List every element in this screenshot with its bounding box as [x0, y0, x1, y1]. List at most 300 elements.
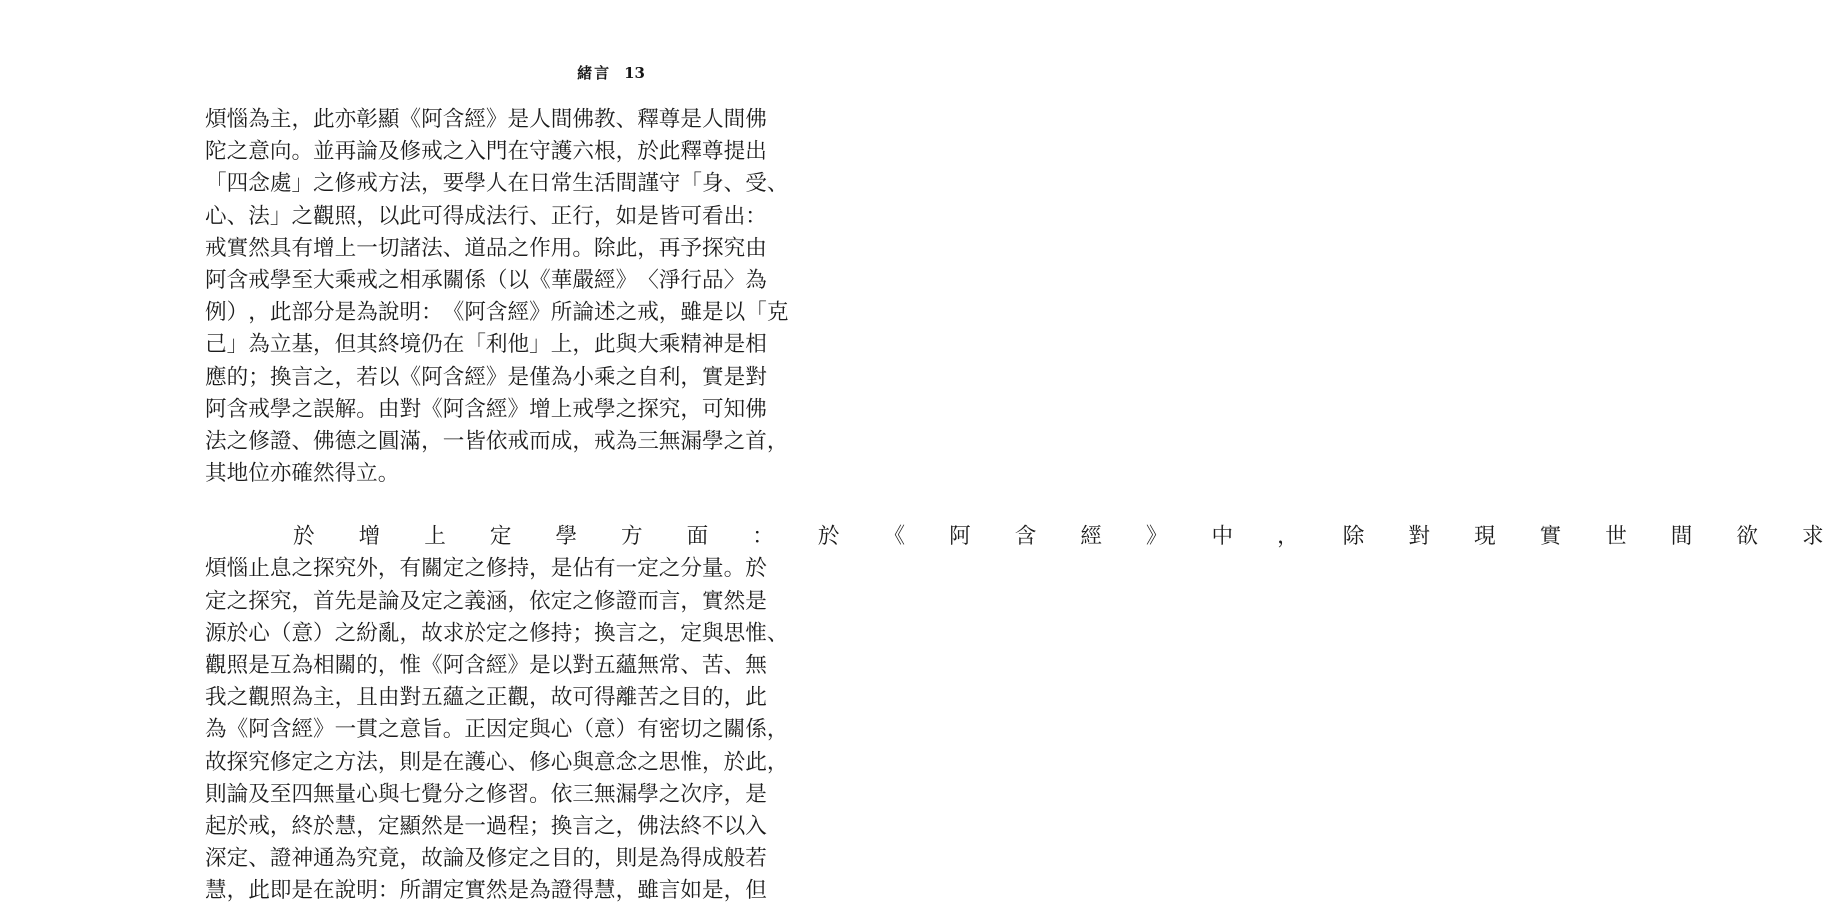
glyph: 究	[334, 556, 357, 582]
glyph: 且	[356, 685, 378, 711]
glyph: 如	[615, 203, 638, 229]
glyph: 故	[421, 620, 443, 646]
glyph: 神	[291, 846, 314, 872]
glyph: ，	[658, 620, 681, 646]
glyph: 無	[593, 781, 616, 807]
glyph: 於	[817, 524, 840, 550]
glyph: 與	[377, 781, 400, 807]
text-line	[205, 201, 767, 233]
glyph: 之	[356, 428, 378, 454]
glyph: 戒	[421, 139, 443, 165]
glyph: ，	[766, 749, 789, 775]
glyph: 「	[464, 332, 486, 358]
glyph: 對	[572, 653, 594, 678]
glyph: 《	[883, 524, 906, 550]
glyph: 之	[291, 556, 314, 582]
glyph: 之	[291, 396, 314, 422]
glyph: ，	[680, 588, 703, 614]
glyph: 明	[399, 300, 422, 326]
glyph: 常	[658, 653, 681, 678]
text-line	[205, 233, 767, 265]
glyph: 於	[637, 139, 659, 165]
glyph: 釋	[680, 139, 703, 165]
glyph: 關	[442, 267, 465, 293]
glyph: 之	[507, 620, 530, 646]
glyph: 照	[334, 203, 357, 229]
glyph: 仍	[421, 332, 443, 358]
running-header	[205, 62, 645, 83]
glyph: 求	[442, 620, 465, 646]
glyph: 日	[529, 171, 551, 197]
glyph: 然	[248, 235, 270, 261]
glyph: 己	[205, 332, 227, 358]
glyph: 之	[442, 139, 465, 165]
text-line	[205, 297, 789, 329]
glyph: 戒	[356, 267, 378, 293]
glyph: 是	[334, 300, 357, 326]
glyph: 中	[1211, 524, 1234, 550]
glyph: 相	[313, 653, 335, 678]
glyph: ，	[377, 749, 400, 775]
glyph: ，	[637, 235, 659, 261]
glyph: 竟	[377, 846, 400, 872]
glyph: 則	[615, 846, 638, 872]
glyph: 無	[658, 428, 681, 454]
glyph: 換	[593, 620, 616, 646]
glyph: 此	[399, 203, 422, 229]
glyph: 證	[269, 846, 292, 872]
glyph: 學	[555, 524, 578, 550]
text-line	[205, 553, 767, 585]
glyph: 行	[507, 203, 530, 229]
glyph: 經	[507, 300, 530, 326]
glyph: 探	[637, 396, 659, 422]
glyph: 說	[377, 300, 400, 326]
glyph: 、	[723, 653, 746, 678]
glyph: 彰	[356, 107, 378, 132]
glyph: 實	[1539, 524, 1562, 550]
glyph: 無	[313, 781, 335, 807]
glyph: 》	[529, 300, 551, 326]
glyph: 守	[658, 171, 681, 197]
glyph: 大	[637, 332, 659, 358]
glyph: 是	[442, 813, 465, 839]
glyph: 起	[205, 813, 227, 839]
text-line	[205, 779, 767, 811]
glyph: 〉	[723, 267, 746, 293]
glyph: 思	[723, 620, 746, 646]
glyph: 心	[205, 203, 227, 229]
glyph: 是	[291, 878, 314, 904]
glyph: 增	[529, 396, 551, 422]
glyph: 向	[269, 139, 292, 165]
glyph: 、	[529, 203, 551, 229]
glyph: 皆	[658, 203, 681, 229]
glyph: 《	[399, 107, 422, 132]
glyph: 「	[680, 171, 703, 197]
glyph: 對	[745, 364, 767, 390]
glyph: ，	[680, 364, 703, 390]
text-line	[205, 362, 767, 394]
glyph: 探	[702, 235, 724, 261]
glyph: ，	[421, 428, 443, 454]
glyph: 於	[723, 749, 746, 775]
glyph: 僅	[529, 364, 551, 390]
glyph: 作	[529, 235, 551, 261]
glyph: 但	[745, 878, 767, 904]
glyph: ，	[1277, 524, 1299, 550]
glyph: 有	[399, 556, 422, 582]
glyph: 觀	[205, 653, 227, 678]
glyph: ，	[356, 203, 378, 229]
glyph: ，	[529, 685, 551, 711]
glyph: 可	[680, 203, 703, 229]
glyph: ，	[723, 685, 746, 711]
glyph: 心	[550, 749, 573, 775]
glyph: 戒	[356, 171, 378, 197]
glyph: 經	[485, 396, 508, 422]
text-line	[205, 714, 789, 746]
glyph: 得	[593, 685, 616, 711]
glyph: 戒	[507, 428, 530, 454]
glyph: 首	[745, 428, 767, 454]
glyph: 終	[291, 813, 314, 839]
glyph: 《	[226, 717, 249, 743]
glyph: 的	[226, 364, 249, 390]
glyph: 阿	[248, 717, 270, 743]
glyph: 經	[593, 267, 616, 293]
glyph: 主	[269, 107, 292, 132]
glyph: 五	[421, 685, 443, 711]
glyph: 在	[313, 878, 335, 904]
glyph: 是	[723, 364, 746, 390]
glyph: 大	[313, 267, 335, 293]
glyph: 定	[489, 524, 512, 550]
glyph: 是	[745, 588, 767, 614]
text-line	[205, 650, 767, 682]
glyph: 圓	[377, 428, 400, 454]
glyph: 故	[550, 685, 573, 711]
glyph: 根	[593, 139, 616, 165]
glyph: 論	[572, 300, 594, 326]
glyph: ，	[421, 171, 443, 197]
glyph: 定	[680, 620, 703, 646]
glyph: 切	[680, 717, 703, 743]
glyph: 法	[356, 749, 378, 775]
glyph: 六	[572, 139, 594, 165]
glyph: 《	[399, 364, 422, 390]
glyph: 對	[399, 685, 422, 711]
glyph: 一	[356, 235, 378, 261]
glyph: 得	[680, 846, 703, 872]
glyph: 之	[658, 781, 681, 807]
glyph: 的	[572, 846, 594, 872]
glyph: 言	[658, 588, 681, 614]
glyph: 、	[226, 203, 249, 229]
glyph: 一	[442, 428, 465, 454]
text-line	[205, 426, 789, 458]
glyph: 及	[464, 846, 486, 872]
glyph: 學	[269, 396, 292, 422]
glyph: 究	[723, 235, 746, 261]
glyph: 經	[464, 364, 486, 390]
glyph: 至	[291, 267, 314, 293]
glyph: 定	[377, 813, 400, 839]
glyph: 精	[680, 332, 703, 358]
glyph: 若	[745, 846, 767, 872]
glyph: 佛	[745, 396, 767, 422]
glyph: 神	[702, 332, 724, 358]
glyph: 通	[313, 846, 335, 872]
glyph: 之	[464, 556, 486, 582]
glyph: 分	[680, 556, 703, 582]
glyph: 》	[485, 107, 508, 132]
glyph: 〈	[637, 267, 659, 293]
glyph: 於	[464, 620, 486, 646]
glyph: 法	[248, 203, 270, 229]
glyph: 雖	[637, 878, 659, 904]
glyph: 其	[356, 332, 378, 358]
text-line	[205, 843, 767, 875]
glyph: 蘊	[442, 685, 465, 711]
glyph: 之	[637, 620, 659, 646]
glyph: 切	[377, 235, 400, 261]
glyph: 旨	[421, 717, 443, 743]
text-line	[205, 168, 789, 200]
glyph: ，	[658, 300, 681, 326]
glyph: 含	[485, 300, 508, 326]
glyph: 》	[1145, 524, 1168, 550]
glyph: ；	[248, 364, 270, 390]
glyph: 是	[529, 653, 551, 678]
glyph: 求	[1802, 524, 1824, 550]
glyph: 過	[485, 813, 508, 839]
glyph: 再	[658, 235, 681, 261]
glyph: 法	[658, 813, 681, 839]
glyph: 尊	[658, 107, 681, 132]
glyph: 關	[421, 556, 443, 582]
glyph: 之	[615, 300, 638, 326]
glyph: 。	[572, 235, 594, 261]
glyph: 實	[702, 588, 724, 614]
glyph: 有	[637, 717, 659, 743]
glyph: 之	[723, 428, 746, 454]
glyph: 依	[485, 428, 508, 454]
glyph: 有	[291, 235, 314, 261]
glyph: 法	[485, 203, 508, 229]
glyph: 於	[226, 620, 249, 646]
glyph: 華	[550, 267, 573, 293]
glyph: 止	[248, 556, 270, 582]
glyph: 經	[1080, 524, 1102, 550]
glyph: 若	[356, 364, 378, 390]
glyph: ，	[680, 396, 703, 422]
glyph: 觀	[507, 685, 530, 711]
glyph: 誤	[313, 396, 335, 422]
glyph: 克	[766, 300, 789, 326]
glyph: 究	[356, 846, 378, 872]
glyph: 於	[226, 813, 249, 839]
glyph: 》	[615, 267, 638, 293]
glyph: 探	[248, 588, 270, 614]
glyph: 所	[399, 878, 422, 904]
glyph: 為	[248, 332, 270, 358]
body-text-block	[205, 104, 1824, 908]
glyph: ，	[615, 878, 638, 904]
glyph: 方	[377, 171, 400, 197]
glyph: 論	[442, 846, 465, 872]
glyph: 雖	[680, 300, 703, 326]
glyph: 乘	[593, 364, 616, 390]
glyph: 滿	[399, 428, 422, 454]
glyph: 與	[702, 620, 724, 646]
glyph: 是	[745, 781, 767, 807]
glyph: 顯	[399, 813, 422, 839]
glyph: 是	[637, 203, 659, 229]
glyph: 為	[291, 685, 314, 711]
glyph: 《	[442, 300, 465, 326]
text-line	[205, 521, 1824, 553]
glyph: 依	[550, 781, 573, 807]
glyph: 之	[442, 588, 465, 614]
glyph: 互	[269, 653, 292, 678]
glyph: 戒	[248, 267, 270, 293]
glyph: 例	[205, 300, 227, 326]
glyph: 外	[356, 556, 378, 582]
glyph: 法	[205, 428, 227, 454]
glyph: 分	[313, 300, 335, 326]
glyph: 論	[356, 139, 378, 165]
glyph: 此	[269, 300, 292, 326]
glyph: 「	[745, 300, 767, 326]
text-line	[205, 747, 789, 779]
glyph: 、	[442, 235, 465, 261]
glyph: 蘊	[615, 653, 638, 678]
glyph: 他	[507, 332, 530, 358]
glyph: 是	[702, 300, 724, 326]
glyph: 定	[291, 749, 314, 775]
glyph: 、	[680, 653, 703, 678]
glyph: 上	[550, 396, 573, 422]
glyph: 戒	[248, 396, 270, 422]
glyph: 言	[291, 364, 314, 390]
glyph: 經	[464, 107, 486, 132]
glyph: 阿	[442, 396, 465, 422]
glyph: 之	[637, 749, 659, 775]
glyph: 漏	[680, 428, 703, 454]
glyph: ，	[723, 781, 746, 807]
glyph: 受	[745, 171, 767, 197]
glyph: 修	[485, 846, 508, 872]
glyph: 貫	[356, 717, 378, 743]
glyph: ，	[615, 813, 638, 839]
glyph: 間	[1670, 524, 1693, 550]
glyph: ，	[766, 428, 789, 454]
glyph: 念	[615, 749, 638, 775]
glyph: 皆	[464, 428, 486, 454]
glyph: 、	[766, 620, 789, 646]
glyph: 現	[1473, 524, 1496, 550]
glyph: 淨	[658, 267, 681, 293]
glyph: 量	[702, 556, 724, 582]
glyph: 行	[572, 203, 594, 229]
glyph: 阿	[205, 396, 227, 422]
glyph: 活	[593, 171, 616, 197]
glyph: 入	[464, 139, 486, 165]
glyph: 予	[680, 235, 703, 261]
glyph: 持	[550, 620, 573, 646]
glyph: 此	[615, 235, 638, 261]
glyph: 守	[529, 139, 551, 165]
glyph: 及	[399, 588, 422, 614]
glyph: 用	[550, 235, 573, 261]
glyph: 戒	[205, 235, 227, 261]
text-line	[205, 811, 767, 843]
glyph: 為	[658, 846, 681, 872]
glyph: 除	[593, 235, 616, 261]
glyph: 成	[464, 203, 486, 229]
glyph: 佛	[313, 428, 335, 454]
glyph: 在	[507, 171, 530, 197]
glyph: 利	[485, 332, 508, 358]
glyph: 再	[334, 139, 357, 165]
glyph: 含	[226, 267, 249, 293]
glyph: 看	[702, 203, 724, 229]
glyph: 之	[291, 203, 314, 229]
glyph: 間	[723, 107, 746, 132]
glyph: 義	[464, 588, 486, 614]
glyph: 對	[1408, 524, 1430, 550]
glyph: 阿	[464, 300, 486, 326]
glyph: 為	[745, 267, 767, 293]
glyph: 則	[399, 749, 422, 775]
glyph: 惱	[226, 556, 249, 582]
glyph: 故	[421, 846, 443, 872]
glyph: 為	[529, 878, 551, 904]
paragraph	[205, 521, 1824, 907]
glyph: 此	[593, 332, 616, 358]
glyph: 持	[507, 556, 530, 582]
glyph: 上	[550, 332, 573, 358]
glyph: ；	[572, 620, 594, 646]
glyph: 之	[226, 139, 249, 165]
glyph: 息	[269, 556, 292, 582]
glyph: 於	[313, 813, 335, 839]
glyph: ：	[745, 203, 767, 229]
glyph: 之	[658, 685, 681, 711]
glyph: 是	[507, 107, 530, 132]
text-line	[205, 265, 767, 297]
glyph: 四	[226, 171, 249, 197]
glyph: 之	[377, 717, 400, 743]
glyph: 之	[226, 685, 249, 711]
glyph: 方	[621, 524, 643, 550]
glyph: 品	[702, 267, 724, 293]
glyph: 為	[550, 364, 573, 390]
glyph: 述	[593, 300, 616, 326]
glyph: 為	[356, 300, 378, 326]
glyph: 乘	[334, 267, 357, 293]
glyph: 出	[723, 203, 746, 229]
glyph: ）	[313, 620, 335, 646]
glyph: 念	[248, 171, 270, 197]
glyph: 實	[226, 235, 249, 261]
glyph: 惱	[226, 107, 249, 132]
glyph: 因	[485, 717, 508, 743]
glyph: 論	[226, 781, 249, 807]
glyph: ，	[334, 364, 357, 390]
glyph: 可	[572, 685, 594, 711]
